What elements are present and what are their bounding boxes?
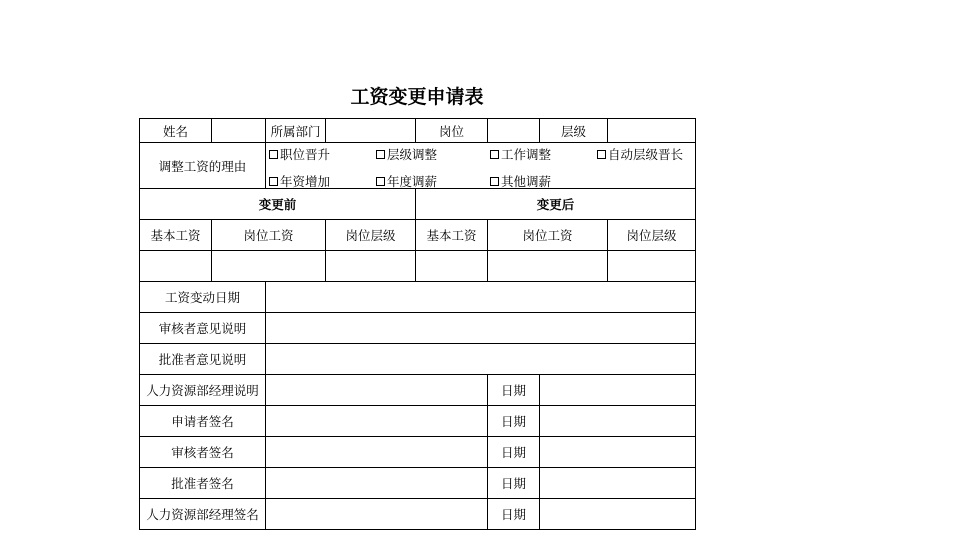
checkbox-icon xyxy=(376,150,385,159)
approver-date-field[interactable] xyxy=(540,468,696,499)
after-basic-salary-header: 基本工资 xyxy=(416,220,488,251)
reviewer-opinion-label: 审核者意见说明 xyxy=(140,313,266,344)
change-date-row xyxy=(140,282,696,313)
approver-opinion-label: 批准者意见说明 xyxy=(140,344,266,375)
reason-option-seniority[interactable]: 年资增加 xyxy=(269,172,330,189)
name-label: 姓名 xyxy=(140,119,212,143)
applicant-signature-row xyxy=(140,406,696,437)
hr-signature-label: 人力资源部经理签名 xyxy=(140,499,266,530)
position-field[interactable] xyxy=(488,119,540,143)
reviewer-opinion-field[interactable] xyxy=(266,313,696,344)
level-field[interactable] xyxy=(608,119,696,143)
checkbox-icon xyxy=(490,177,499,186)
date-label: 日期 xyxy=(488,499,540,530)
date-label: 日期 xyxy=(488,375,540,406)
page-title: 工资变更申请表 xyxy=(350,86,484,108)
reason-option-auto-level[interactable]: 自动层级晋长 xyxy=(597,145,683,163)
name-field[interactable] xyxy=(212,119,266,143)
after-basic-salary-field[interactable] xyxy=(416,251,488,282)
section-row xyxy=(140,189,696,220)
approver-signature-row xyxy=(140,468,696,499)
applicant-date-field[interactable] xyxy=(540,406,696,437)
checkbox-icon xyxy=(269,177,278,186)
section-after: 变更后 xyxy=(416,189,696,220)
after-position-level-field[interactable] xyxy=(608,251,696,282)
date-label: 日期 xyxy=(488,406,540,437)
position-label: 岗位 xyxy=(416,119,488,143)
checkbox-icon xyxy=(490,150,499,159)
hr-signature-row xyxy=(140,499,696,530)
salary-values-row xyxy=(140,251,696,282)
reviewer-opinion-row xyxy=(140,313,696,344)
before-basic-salary-header: 基本工资 xyxy=(140,220,212,251)
hr-note-field[interactable] xyxy=(266,375,488,406)
header-row xyxy=(140,119,696,143)
reason-row xyxy=(140,143,696,189)
applicant-signature-label: 申请者签名 xyxy=(140,406,266,437)
approver-signature-field[interactable] xyxy=(266,468,488,499)
approver-signature-label: 批准者签名 xyxy=(140,468,266,499)
after-position-salary-header: 岗位工资 xyxy=(488,220,608,251)
checkbox-icon xyxy=(269,150,278,159)
hr-signature-field[interactable] xyxy=(266,499,488,530)
date-label: 日期 xyxy=(488,468,540,499)
reviewer-signature-field[interactable] xyxy=(266,437,488,468)
level-label: 层级 xyxy=(540,119,608,143)
hr-date-field[interactable] xyxy=(540,499,696,530)
date-label: 日期 xyxy=(488,437,540,468)
after-position-salary-field[interactable] xyxy=(488,251,608,282)
applicant-signature-field[interactable] xyxy=(266,406,488,437)
reason-option-other-raise[interactable]: 其他调薪 xyxy=(490,172,551,189)
column-header-row xyxy=(140,220,696,251)
reason-option-job-adjust[interactable]: 工作调整 xyxy=(490,145,551,163)
reason-option-level-adjust[interactable]: 层级调整 xyxy=(376,145,437,163)
hr-note-date-field[interactable] xyxy=(540,375,696,406)
salary-change-form xyxy=(139,118,696,530)
reason-option-promotion[interactable]: 职位晋升 xyxy=(269,145,330,163)
reviewer-date-field[interactable] xyxy=(540,437,696,468)
after-position-level-header: 岗位层级 xyxy=(608,220,696,251)
before-position-salary-field[interactable] xyxy=(212,251,326,282)
change-date-field[interactable] xyxy=(266,282,696,313)
reviewer-signature-label: 审核者签名 xyxy=(140,437,266,468)
hr-note-row xyxy=(140,375,696,406)
reason-options xyxy=(266,143,696,189)
approver-opinion-row xyxy=(140,344,696,375)
checkbox-icon xyxy=(597,150,606,159)
before-position-salary-header: 岗位工资 xyxy=(212,220,326,251)
reason-label: 调整工资的理由 xyxy=(140,143,266,189)
before-position-level-field[interactable] xyxy=(326,251,416,282)
checkbox-icon xyxy=(376,177,385,186)
hr-note-label: 人力资源部经理说明 xyxy=(140,375,266,406)
dept-field[interactable] xyxy=(326,119,416,143)
section-before: 变更前 xyxy=(140,189,416,220)
reviewer-signature-row xyxy=(140,437,696,468)
reason-option-annual-raise[interactable]: 年度调薪 xyxy=(376,172,437,189)
approver-opinion-field[interactable] xyxy=(266,344,696,375)
before-position-level-header: 岗位层级 xyxy=(326,220,416,251)
before-basic-salary-field[interactable] xyxy=(140,251,212,282)
change-date-label: 工资变动日期 xyxy=(140,282,266,313)
dept-label: 所属部门 xyxy=(266,119,326,143)
